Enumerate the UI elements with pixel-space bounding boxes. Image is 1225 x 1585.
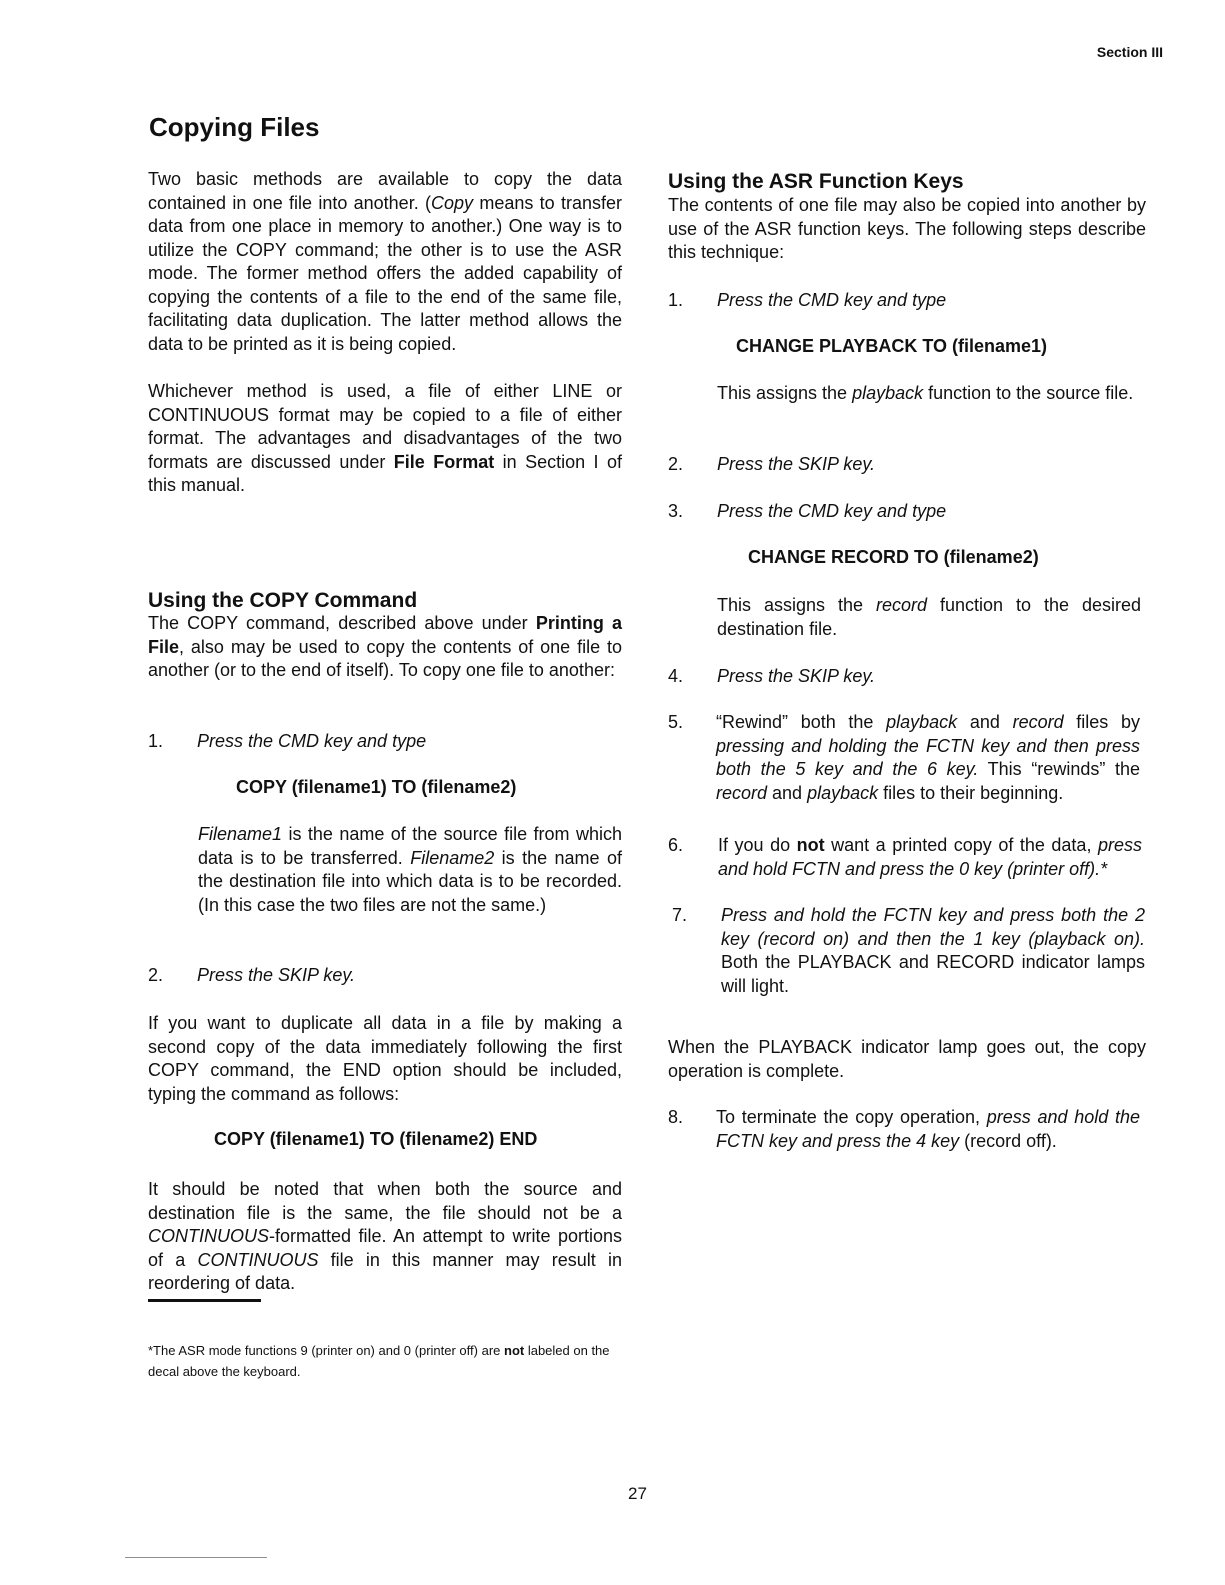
step-number: 3. xyxy=(668,501,684,521)
step-number: 8. xyxy=(668,1107,684,1127)
text-run: *The ASR mode functions 9 (printer on) and 0 (printer off) are xyxy=(148,1343,504,1358)
section-header: Section III xyxy=(1096,44,1163,60)
scan-edge-rule xyxy=(125,1557,267,1558)
page-title: Copying Files xyxy=(149,112,320,142)
step-text: Press the SKIP key. xyxy=(197,965,356,985)
text-run-italic: Copy xyxy=(431,192,474,213)
text-run: want a printed copy of the data, xyxy=(824,835,1098,855)
text-run: Whichever method is used, a file of either LINE or CONTINUOUS format may be copied to a file of either format. The advantages and disadvantages of the two formats are discussed under xyxy=(148,381,622,472)
text-run-italic: press and hold FCTN and press the 0 key (printer off).* xyxy=(718,835,1142,879)
text-run: in Section I of this manual. xyxy=(148,451,622,495)
step-text: Press the SKIP key. xyxy=(717,666,876,686)
text-run-italic: record xyxy=(716,782,768,803)
asr-step-1 xyxy=(668,289,1146,313)
copy-step-1 xyxy=(148,730,622,754)
text-run-italic: CONTINUOUS xyxy=(197,1249,319,1270)
text-run: If you do xyxy=(718,835,797,855)
text-run: function to the desired destination file. xyxy=(717,595,1141,639)
text-run: The COPY command, described above under xyxy=(148,613,536,633)
copy-command-heading: Using the COPY Command xyxy=(148,589,418,612)
copy-step-2 xyxy=(148,964,622,988)
text-run-italic: CONTINUOUS xyxy=(148,1226,269,1246)
asr-keys-heading: Using the ASR Function Keys xyxy=(668,170,964,193)
continuous-note-paragraph xyxy=(148,1178,622,1296)
change-record-command: CHANGE RECORD TO (filename2) xyxy=(748,547,1039,567)
step-number: 2. xyxy=(148,965,164,985)
asr-intro-paragraph: The contents of one file may also be copied into another by use of the ASR function keys. The following steps describe this technique: xyxy=(668,195,1146,262)
intro-paragraph-2 xyxy=(148,380,622,498)
step-number: 1. xyxy=(148,731,164,751)
text-run: This assigns the xyxy=(717,595,876,615)
step-text: Press the CMD key and type xyxy=(197,731,427,751)
text-run: is the name of the destination file into which data is to be recorded. (In this case the two files are not the same.) xyxy=(198,847,622,915)
footnote xyxy=(148,1340,628,1382)
asr-step-3 xyxy=(668,500,1146,524)
change-playback-command: CHANGE PLAYBACK TO (filename1) xyxy=(736,336,1048,356)
page-number: 27 xyxy=(628,1484,647,1503)
text-run: It should be noted that when both the source and destination file is the same, the file should not be a xyxy=(148,1179,622,1223)
text-run: is the name of the source file from which data is to be transferred. xyxy=(198,824,622,868)
text-run: and xyxy=(957,712,1013,732)
text-run: files to their beginning. xyxy=(878,782,1064,803)
intro-paragraph-1 xyxy=(148,168,622,356)
text-run-italic: Filename2 xyxy=(410,847,495,868)
text-run-italic: record xyxy=(1012,712,1064,732)
playback-note xyxy=(717,382,1141,406)
step-number: 2. xyxy=(668,454,684,474)
text-run-italic: Filename1 xyxy=(198,824,283,844)
text-run-bold: Printing a File xyxy=(148,613,622,657)
text-run: This assigns the xyxy=(717,383,853,403)
step-number: 4. xyxy=(668,666,684,686)
text-run-bold: File Format xyxy=(393,451,495,472)
asr-step-8 xyxy=(668,1106,1146,1153)
text-run: (record off). xyxy=(959,1130,1057,1151)
record-note xyxy=(717,594,1141,641)
step-text xyxy=(718,834,1142,881)
copy-complete-paragraph: When the PLAYBACK indicator lamp goes out, the copy operation is complete. xyxy=(668,1037,1146,1081)
duplicate-paragraph: If you want to duplicate all data in a file by making a second copy of the data immediately following the first COPY command, the END option should be included, typing the command as follows: xyxy=(148,1013,622,1104)
step-number: 6. xyxy=(668,835,684,855)
text-run: means to transfer data from one place in memory to another.) One way is to utilize the COPY command; the other is to use the ASR mode. The former method offers the added capability of copying the contents of a file to the end of the same file, facilitating data duplication. The latter method allows the data to be printed as it is being copied. xyxy=(148,192,622,354)
text-run: This “rewinds” the xyxy=(978,759,1140,779)
copy-end-command-example: COPY (filename1) TO (filename2) END xyxy=(214,1129,538,1149)
text-run: “Rewind” both the xyxy=(716,712,887,732)
text-run-italic: playback xyxy=(807,782,879,803)
step-number: 5. xyxy=(668,712,684,732)
text-run-bold: not xyxy=(504,1343,525,1358)
step-text xyxy=(716,711,1140,805)
text-run: , also may be used to copy the contents of one file to another (or to the end of itself). To copy one file to another: xyxy=(148,636,622,680)
step-text xyxy=(721,904,1145,998)
text-run: file in this manner may result in reordering of data. xyxy=(148,1249,622,1293)
asr-step-2 xyxy=(668,453,1146,477)
text-run-italic: Press and hold the FCTN key and press both the 2 key (record on) and then the 1 key (playback on). xyxy=(721,905,1145,949)
text-run-italic: record xyxy=(875,595,927,615)
text-run-bold: not xyxy=(796,835,825,855)
text-run: and xyxy=(767,782,808,803)
text-run: -formatted file. An attempt to write portions of a xyxy=(148,1226,622,1270)
step-number: 7. xyxy=(672,905,688,925)
text-run-italic: playback xyxy=(852,383,924,403)
step-text: Press the CMD key and type xyxy=(717,290,947,310)
copy-command-paragraph xyxy=(148,612,622,683)
text-run-italic: pressing and holding the FCTN key and then press both the 5 key and the 6 key. xyxy=(716,735,1140,779)
asr-step-4 xyxy=(668,665,1146,689)
step-text: Press the SKIP key. xyxy=(717,454,876,474)
text-run: function to the source file. xyxy=(923,383,1134,403)
text-run: labeled on the decal above the keyboard. xyxy=(148,1343,610,1379)
text-run-italic: press and hold the FCTN key and press the 4 key xyxy=(716,1107,1141,1151)
step-number: 1. xyxy=(668,290,684,310)
text-run: Both the PLAYBACK and RECORD indicator lamps will light. xyxy=(721,952,1145,996)
text-run: files by xyxy=(1063,712,1140,732)
text-run: Two basic methods are available to copy the data contained in one file into another. ( xyxy=(148,169,622,213)
copy-command-example: COPY (filename1) TO (filename2) xyxy=(236,777,517,797)
text-run: To terminate the copy operation, xyxy=(716,1107,987,1127)
asr-step-5 xyxy=(668,711,1146,805)
step-text: Press the CMD key and type xyxy=(717,501,947,521)
step-text xyxy=(716,1106,1140,1153)
asr-step-6 xyxy=(668,834,1146,881)
text-run-italic: playback xyxy=(886,712,958,732)
asr-step-7 xyxy=(672,904,1146,998)
footnote-rule xyxy=(148,1299,261,1302)
filename-note xyxy=(198,823,622,917)
